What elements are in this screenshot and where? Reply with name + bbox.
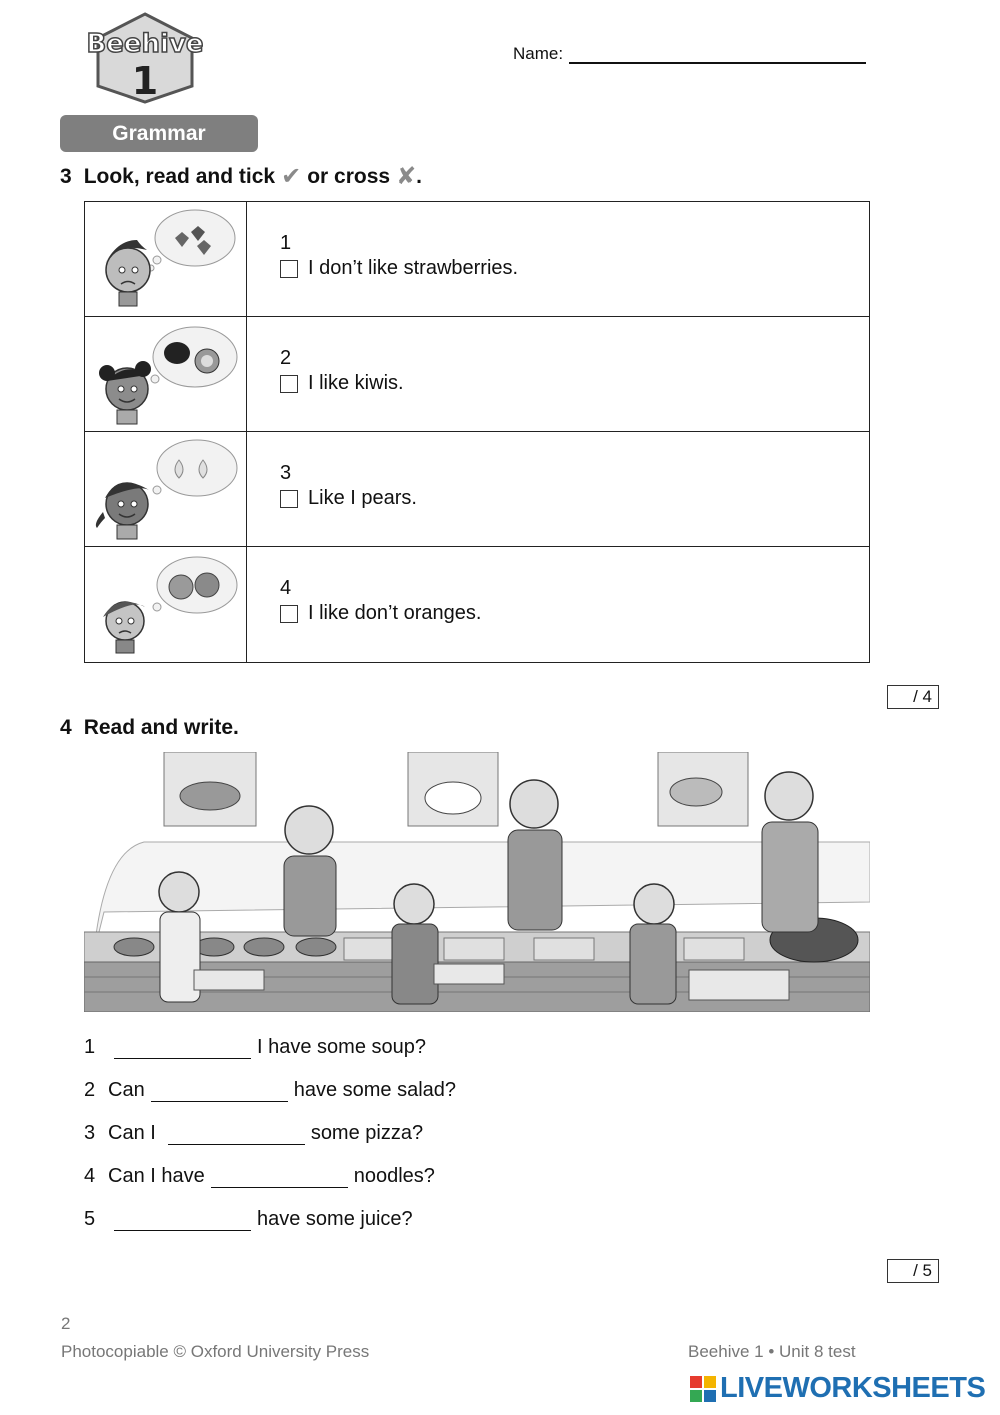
section3-title <box>60 165 422 189</box>
picture-cell <box>85 547 247 662</box>
picture-cell <box>85 432 247 546</box>
picture-cell <box>85 202 247 316</box>
question-after: I have some soup? <box>257 1036 426 1058</box>
question-before: Can <box>108 1079 145 1101</box>
answer-checkbox[interactable] <box>280 605 298 623</box>
copyright-text: Photocopiable © Oxford University Press <box>61 1342 370 1361</box>
question-number: 1 <box>84 1036 96 1058</box>
table-row <box>85 202 869 317</box>
question-after: noodles? <box>353 1165 435 1187</box>
girl-oranges-illustration <box>85 547 245 660</box>
cross-icon: ✘ <box>396 163 417 190</box>
sentence-cell <box>280 232 518 280</box>
question-row <box>84 1122 423 1145</box>
sentence-cell <box>280 347 404 395</box>
answer-blank[interactable] <box>114 1040 251 1059</box>
answer-blank[interactable] <box>114 1212 251 1231</box>
tick-table <box>84 201 870 663</box>
answer-checkbox[interactable] <box>280 260 298 278</box>
item-number: 1 <box>280 232 292 254</box>
section3-title-mid: or cross <box>307 165 391 188</box>
name-row <box>513 44 866 64</box>
section3-title-pre: Look, read and tick <box>83 165 276 188</box>
name-label: Name: <box>513 44 564 63</box>
item-number: 3 <box>280 462 292 484</box>
table-row <box>85 547 869 662</box>
sentence-text: I like kiwis. <box>308 372 404 394</box>
section3-score-box[interactable]: / 4 <box>887 685 939 709</box>
section3-title-end: . <box>416 165 423 188</box>
item-number: 2 <box>280 347 292 369</box>
question-number: 3 <box>84 1122 96 1144</box>
grammar-tab: Grammar <box>60 115 258 152</box>
logo-text: Beehive <box>86 29 204 59</box>
question-after: some pizza? <box>310 1122 424 1144</box>
item-number: 4 <box>280 577 292 599</box>
section4-score-box[interactable]: / 5 <box>887 1259 939 1283</box>
section4-title-text: Read and write. <box>83 716 239 739</box>
answer-checkbox[interactable] <box>280 490 298 508</box>
sentence-text: I like don’t oranges. <box>308 602 482 624</box>
boy-strawberries-illustration <box>85 202 245 315</box>
question-before: Can I <box>108 1122 156 1144</box>
liveworksheets-icon <box>690 1376 716 1402</box>
name-field[interactable] <box>569 44 866 64</box>
table-row <box>85 317 869 432</box>
answer-checkbox[interactable] <box>280 375 298 393</box>
question-number: 5 <box>84 1208 96 1230</box>
picture-cell <box>85 317 247 431</box>
question-number: 4 <box>84 1165 96 1187</box>
sentence-text: Like I pears. <box>308 487 417 509</box>
table-row <box>85 432 869 547</box>
question-before: Can I have <box>108 1165 205 1187</box>
girl-pears-illustration <box>85 432 245 545</box>
question-row <box>84 1208 413 1231</box>
section4-title <box>60 716 239 740</box>
page-number: 2 <box>61 1314 71 1333</box>
question-row <box>84 1036 426 1059</box>
sentence-cell <box>280 462 417 510</box>
question-after: have some juice? <box>257 1208 413 1230</box>
unit-label: Beehive 1 • Unit 8 test <box>688 1342 856 1361</box>
answer-blank[interactable] <box>168 1126 305 1145</box>
section3-number: 3 <box>60 165 72 188</box>
sentence-cell <box>280 577 481 625</box>
logo-number: 1 <box>131 59 159 103</box>
section4-number: 4 <box>60 716 72 739</box>
girl-kiwis-illustration <box>85 317 245 430</box>
answer-blank[interactable] <box>151 1083 288 1102</box>
sentence-text: I don’t like strawberries. <box>308 257 519 279</box>
cafeteria-illustration <box>84 752 870 1012</box>
liveworksheets-text: LIVEWORKSHEETS <box>720 1372 986 1404</box>
question-row <box>84 1165 435 1188</box>
answer-blank[interactable] <box>211 1169 348 1188</box>
question-number: 2 <box>84 1079 96 1101</box>
liveworksheets-logo <box>690 1372 985 1405</box>
question-row <box>84 1079 456 1102</box>
question-after: have some salad? <box>293 1079 457 1101</box>
check-icon: ✔ <box>281 163 302 190</box>
beehive-logo <box>80 12 210 104</box>
